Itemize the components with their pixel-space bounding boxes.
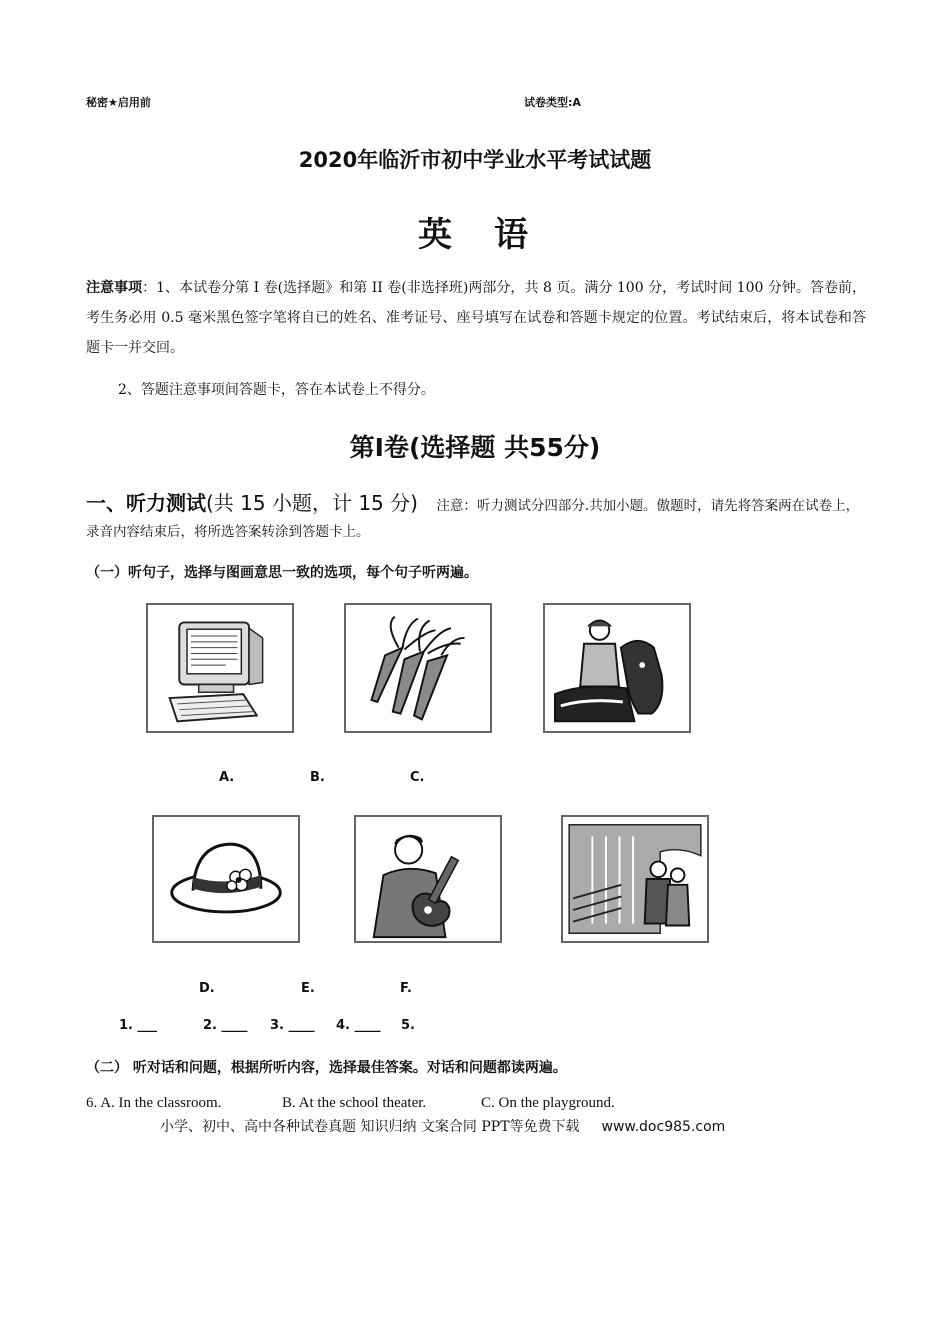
hat-icon	[154, 817, 298, 941]
confidential-mark: 秘密★启用前	[86, 96, 151, 109]
answer-blank-2[interactable]: 2. ____	[203, 1018, 248, 1033]
option-label-d: D.	[199, 981, 215, 996]
picture-hat	[152, 815, 300, 943]
section1-note: 注意：听力测试分四部分.共加小题。傲题时，请先将答案两在试卷上，录音内容结束后，将所选答案转涂到答题卡上。	[86, 498, 860, 540]
subsection1-title: （一）听句子，选择与图画意思一致的选项，每个句子听两遍。	[86, 565, 478, 581]
option-label-f: F.	[400, 981, 412, 996]
question-6	[86, 1095, 221, 1112]
notice-label: 注意事项	[86, 280, 143, 296]
girl-with-horse-icon	[545, 605, 689, 731]
question-6-option-c[interactable]: C. On the playground.	[481, 1095, 615, 1111]
option-label-e: E.	[301, 981, 315, 996]
answer-blank-3[interactable]: 3. ____	[270, 1018, 315, 1033]
subsection2-title: （二） 听对话和问题，根据所听内容，选择最佳答案。对话和问题都读两遍。	[86, 1060, 567, 1076]
footer-text: 小学、初中、高中各种试卷真题 知识归纳 文案合同 PPT等免费下载	[160, 1119, 580, 1135]
answer-blank-5[interactable]: 5.	[401, 1018, 415, 1033]
picture-girl-horse	[543, 603, 691, 733]
section1-title: 一、听力测试	[86, 491, 206, 515]
paper-type: 试卷类型:A	[524, 96, 581, 109]
footer-url[interactable]: www.doc985.com	[601, 1119, 726, 1135]
section1-heading	[86, 490, 866, 545]
option-label-a: A.	[219, 770, 235, 785]
boy-with-guitar-icon	[356, 817, 500, 941]
question-6-number: 6.	[86, 1095, 98, 1111]
notice-paragraph	[86, 273, 866, 363]
option-label-b: B.	[310, 770, 325, 785]
picture-boy-guitar	[354, 815, 502, 943]
notice-item-1: ：1、本试卷分第 I 卷(选择题》和第 II 卷(非选择班)两部分，共 8 页。满分 100 分，考试时间 100 分钟。答卷前，考生务必用 0.5 毫米黑色签字笔将自已的姓名、准考证号、座号填写在试卷和答题卡规定的位置。考试结束后，将本试卷和答题卡一并交回。	[86, 280, 867, 356]
question-6-option-a[interactable]: A. In the classroom.	[100, 1095, 222, 1111]
answer-blank-1[interactable]: 1. ___	[119, 1018, 158, 1033]
waterfall-tourists-icon	[563, 817, 707, 941]
exam-title: 2020年临沂市初中学业水平考试试题	[298, 148, 652, 172]
picture-waterfall	[561, 815, 709, 943]
page-footer	[160, 1116, 725, 1136]
section1-count: (共 15 小题，计 15 分)	[206, 491, 418, 515]
subject-title: 英 语	[418, 215, 532, 255]
picture-carrots	[344, 603, 492, 733]
option-label-c: C.	[410, 770, 425, 785]
notice-item-2: 2、答题注意事项间答题卡，答在本试卷上不得分。	[118, 382, 435, 398]
computer-icon	[148, 605, 292, 731]
carrots-icon	[346, 605, 490, 731]
picture-computer	[146, 603, 294, 733]
part1-title: 第I卷(选择题 共55分)	[349, 433, 601, 462]
answer-blank-4[interactable]: 4. ____	[336, 1018, 381, 1033]
question-6-option-b[interactable]: B. At the school theater.	[282, 1095, 427, 1111]
